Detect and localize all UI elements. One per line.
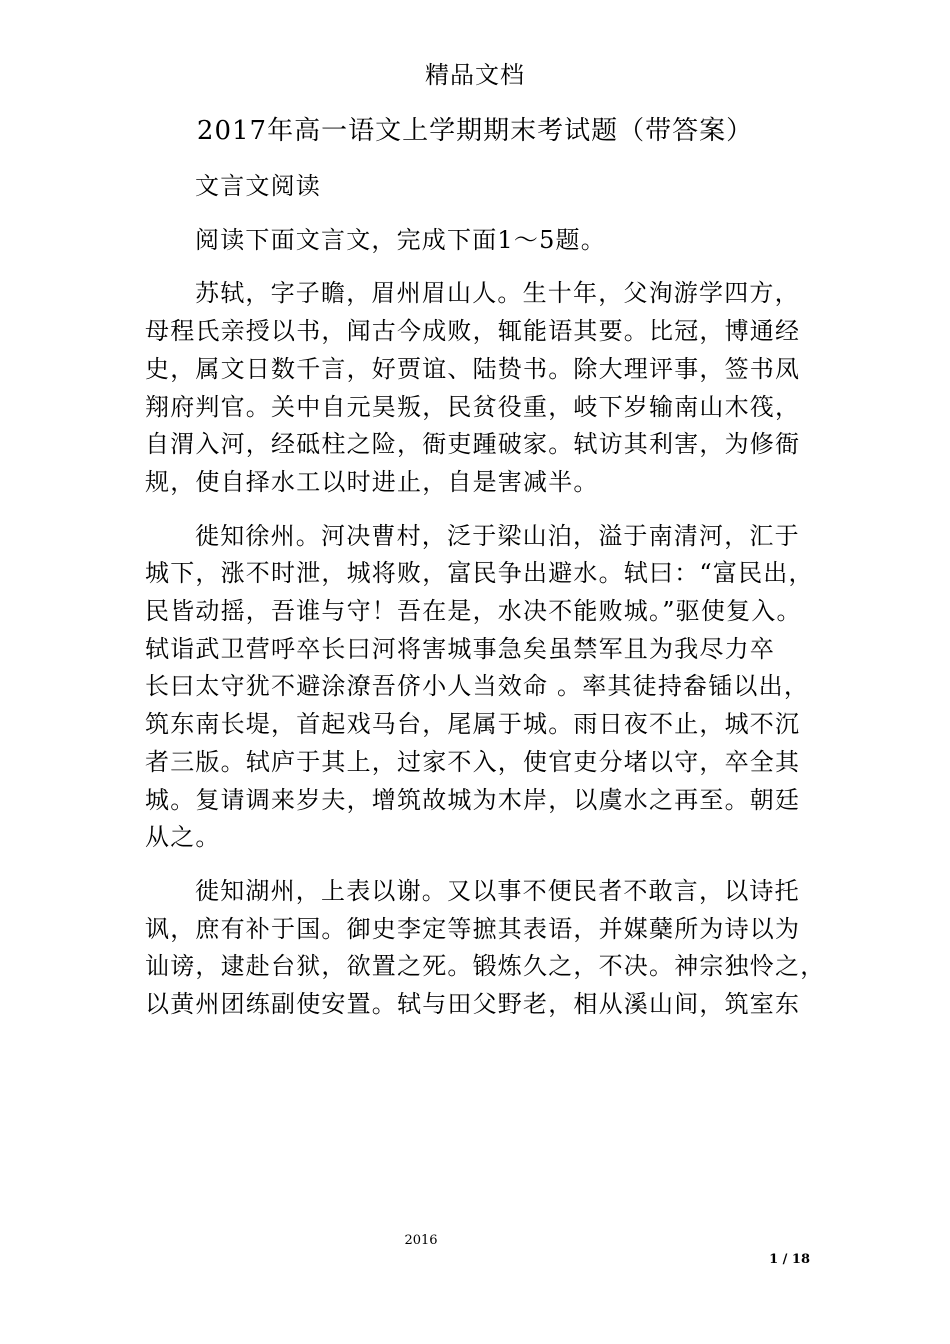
paragraph-line: 翔府判官。关中自元昊叛，民贫役重，岐下岁输南山木筏， bbox=[145, 392, 801, 421]
spacer bbox=[145, 857, 810, 873]
paragraph-line: 讪谤，逮赴台狱，欲置之死。锻炼久之，不决。神宗独怜之， bbox=[145, 952, 826, 981]
paragraph-line: 民皆动摇，吾谁与守！吾在是，水决不能败城。”驱使复入。 bbox=[145, 597, 802, 626]
paragraph-line: 城。复请调来岁夫，增筑故城为木岸，以虞水之再至。朝廷 bbox=[145, 785, 801, 814]
paragraph-line: 母程氏亲授以书，闻古今成败，辄能语其要。比冠，博通经 bbox=[145, 317, 801, 346]
paragraph-line: 筑东南长堤，首起戏马台，尾属于城。雨日夜不止，城不沉 bbox=[145, 710, 801, 739]
paragraph-line: 徙知徐州。河决曹村，泛于梁山泊，溢于南清河，汇于 bbox=[195, 521, 800, 550]
instruction-text: 阅读下面文言文，完成下面1～5题。 bbox=[195, 225, 606, 254]
paragraph-line: 苏轼，字子瞻，眉州眉山人。生十年，父洵游学四方， bbox=[195, 279, 800, 308]
spacer bbox=[145, 502, 810, 518]
paragraph-line: 史，属文日数千言，好贾谊、陆贽书。除大理评事，签书凤 bbox=[145, 354, 801, 383]
page-header: 精品文档 bbox=[425, 61, 525, 89]
paragraph-line: 规，使自择水工以时进止，自是害减半。 bbox=[145, 467, 599, 496]
spacer bbox=[145, 206, 810, 222]
paragraph-line: 徙知湖州，上表以谢。又以事不便民者不敢言，以诗托 bbox=[195, 876, 800, 905]
paragraph-line: 轼诣武卫营呼卒长曰河将害城事急矣虽禁军且为我尽力卒 bbox=[145, 634, 775, 663]
paragraph-line: 长曰太守犹不避涂潦吾侪小人当效命 。率其徒持畚锸以出， bbox=[145, 672, 810, 701]
document-title: 2017年高一语文上学期期末考试题（带答案） bbox=[196, 116, 754, 146]
paragraph-3 bbox=[145, 873, 826, 1024]
page-number: 1 / 18 bbox=[769, 1252, 810, 1267]
document-body bbox=[145, 168, 826, 1024]
section-heading: 文言文阅读 bbox=[195, 172, 321, 200]
paragraph-line: 从之。 bbox=[145, 823, 221, 852]
paragraph-line: 讽，庶有补于国。御史李定等摭其表语，并媒蘖所为诗以为 bbox=[145, 914, 801, 943]
paragraph-line: 者三版。轼庐于其上，过家不入，使官吏分堵以守，卒全其 bbox=[145, 747, 801, 776]
spacer bbox=[145, 259, 810, 275]
paragraph-2 bbox=[145, 518, 814, 857]
paragraph-line: 以黄州团练副使安置。轼与田父野老，相从溪山间，筑室东 bbox=[145, 990, 801, 1019]
paragraph-line: 自渭入河，经砥柱之险，衙吏踵破家。轼访其利害，为修衙 bbox=[145, 430, 801, 459]
paragraph-1 bbox=[145, 275, 810, 501]
paragraph-line: 城下，涨不时泄，城将败，富民争出避水。轼曰：“富民出， bbox=[145, 559, 814, 588]
footer-year: 2016 bbox=[404, 1233, 438, 1248]
